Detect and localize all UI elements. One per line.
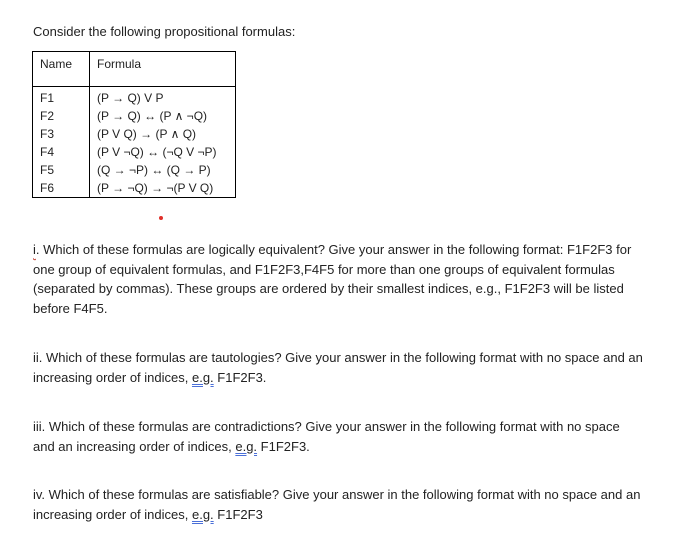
question-1 [33, 240, 643, 318]
row-formula: (P → Q) ↔ (P ∧ ¬Q) [90, 107, 236, 125]
formula-table [32, 51, 236, 198]
row-name: F3 [33, 125, 90, 143]
question-1-marker: i [33, 242, 36, 257]
intro-text: Consider the following propositional formulas: [33, 24, 296, 39]
row-name: F5 [33, 161, 90, 179]
question-2-eg: e.g. [191, 369, 214, 385]
question-3 [33, 417, 643, 456]
header-formula: Formula [90, 52, 236, 87]
question-3-eg: e.g. [235, 438, 258, 454]
table-row [33, 143, 236, 161]
row-formula: (P V ¬Q) ↔ (¬Q V ¬P) [90, 143, 236, 161]
table-row [33, 87, 236, 108]
question-1-text: . Which of these formulas are logically equivalent? Give your answer in the following format: F1F2F3 for one group of equivalent formulas, and F1F2F3,F4F5 for more than one groups of equivalent formulas (separated by commas). These groups are ordered by their smallest indices, e.g., F1F2F3 will be listed before F4F5. [33, 242, 632, 316]
row-formula: (P → Q) V P [90, 87, 236, 108]
question-4-example: F1F2F3 [213, 506, 263, 522]
row-formula: (Q → ¬P) ↔ (Q → P) [90, 161, 236, 179]
row-name: F4 [33, 143, 90, 161]
row-name: F6 [33, 179, 90, 198]
row-name: F1 [33, 87, 90, 108]
table-row [33, 161, 236, 179]
red-dot-marker [159, 216, 163, 220]
question-2-text: ii. Which of these formulas are tautologies? Give your answer in the following format with no space and an increasing order of indices, [33, 350, 643, 385]
table-header-row [33, 52, 236, 87]
question-2 [33, 348, 643, 387]
question-2-example: F1F2F3. [213, 369, 267, 385]
table-row [33, 179, 236, 198]
question-3-text: iii. Which of these formulas are contradictions? Give your answer in the following format with no space and an increasing order of indices, [33, 419, 620, 454]
question-3-example: F1F2F3. [257, 438, 310, 454]
question-4 [33, 485, 643, 524]
question-4-eg: e.g. [191, 506, 214, 522]
header-name: Name [33, 52, 90, 87]
question-4-text: iv. Which of these formulas are satisfiable? Give your answer in the following format with no space and an increasing order of indices, [33, 487, 641, 522]
table-row [33, 125, 236, 143]
row-name: F2 [33, 107, 90, 125]
row-formula: (P → ¬Q) → ¬(P V Q) [90, 179, 236, 198]
row-formula: (P V Q) → (P ∧ Q) [90, 125, 236, 143]
table-row [33, 107, 236, 125]
